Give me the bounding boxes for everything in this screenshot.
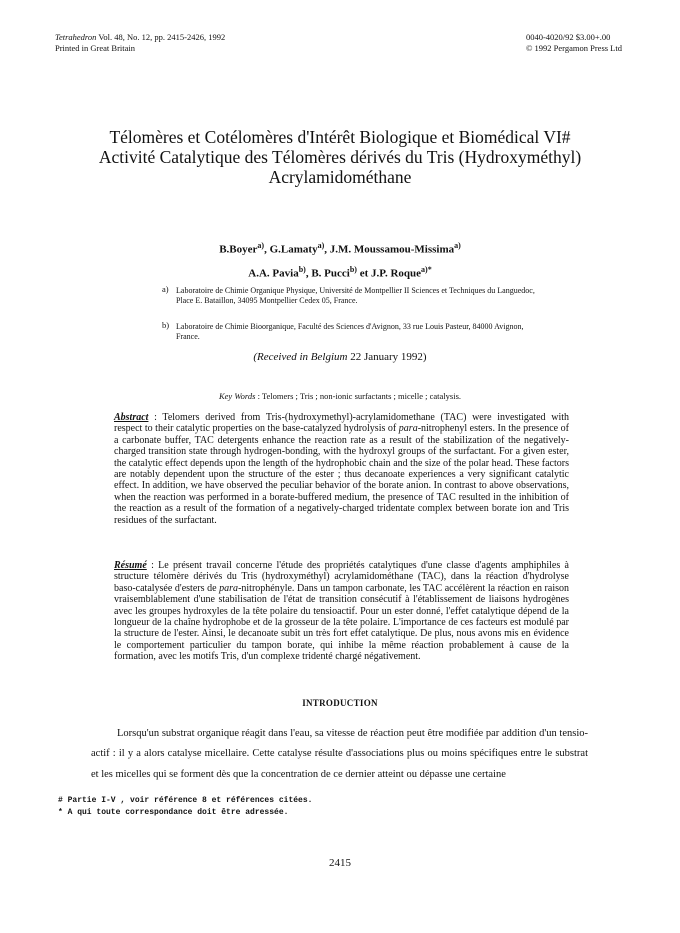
citation-text: Vol. 48, No. 12, pp. 2415-2426, 1992: [98, 32, 226, 42]
journal-header-right: [526, 32, 622, 54]
section-heading-introduction: INTRODUCTION: [302, 698, 378, 708]
author-affiliation-mark: b): [349, 264, 357, 274]
author-name: B.Boyer: [219, 243, 258, 256]
abstract-italic: para: [398, 423, 418, 435]
author-name: J.P. Roque: [371, 267, 422, 280]
author-separator: ,: [324, 243, 330, 256]
printed-in: Printed in Great Britain: [55, 43, 136, 53]
affiliation-mark: a): [162, 284, 169, 294]
resume-label: Résumé: [114, 560, 147, 571]
author-line-1: [40, 236, 640, 260]
author-affiliation-mark: a)*: [421, 264, 432, 274]
received-date-value: 22 January 1992): [350, 351, 427, 363]
author-name: J.M. Moussamou-Missima: [329, 243, 455, 256]
affiliation-mark: b): [162, 320, 170, 330]
author-affiliation-mark: b): [298, 264, 306, 274]
author-separator: ,: [264, 243, 270, 256]
author-line-2: [40, 260, 640, 284]
author-name: G.Lamaty: [269, 243, 318, 256]
resume: [114, 560, 569, 663]
resume-text: -nitrophényle. Dans un tampon carbonate, les TAC accélèrent la réaction en raison vraisemblablement d'une stabilisation de l'état de transition consécutif à l'établissement de liaisons hydrogènes avec les groupes hydroxyles de la tête polaire du tensioactif. Pour un ester donné, l'effet catalytique dépend de la longueur de la chaîne hydrophobe et de la grosseur de la tête polaire. L'importance de ces facteurs est modulé par la structure de l'ester. Ainsi, le decanoate subit un très fort effet catalytique. De plus, nous avons mis en évidence le comportement particulier du tampon borate, qui inhibe la même réaction probablement à cause de la formation, avec les motifs Tris, d'un complexe tridenté chargé négativement.: [114, 582, 569, 663]
keywords-text: : Telomers ; Tris ; non-ionic surfactants ; micelle ; catalysis.: [257, 391, 462, 401]
title-line-3: Acrylamidométhane: [268, 167, 412, 187]
article-code: 0040-4020/92 $3.00+.00: [525, 32, 611, 42]
introduction-text: Lorsqu'un substrat organique réagit dans l'eau, sa vitesse de réaction peut être modifiée par addition d'un tensio-actif : il y a alors catalyse micellaire. Cette catalyse résulte d'associations plus ou moins spécifiques entre le substrat et les micelles qui se forment dès que la concentration de ce dernier atteint ou dépasse une certaine: [91, 728, 588, 780]
author-name: B. Pucci: [311, 267, 350, 280]
author-affiliation-mark: a): [317, 241, 325, 250]
resume-italic: para: [219, 582, 239, 594]
journal-name: Tetrahedron: [55, 32, 97, 42]
page-number: 2415: [329, 857, 351, 869]
journal-header-left: [55, 32, 225, 54]
author-affiliation-mark: a): [454, 241, 461, 250]
footnote-2: * A qui toute correspondance doit être adressée.: [58, 808, 289, 817]
affiliation-a: [162, 284, 546, 306]
author-conjunction: et: [356, 267, 371, 280]
keywords: [40, 391, 640, 401]
affiliation-text: Laboratoire de Chimie Bioorganique, Faculté des Sciences d'Avignon, 33 rue Louis Pasteur, 84000 Avignon, France.: [176, 322, 524, 341]
received-prefix: (Received in Belgium: [253, 351, 348, 363]
author-name: A.A. Pavia: [248, 267, 299, 280]
keywords-label: Key Words: [218, 391, 256, 401]
copyright: © 1992 Pergamon Press Ltd: [525, 43, 622, 53]
footnotes: [58, 795, 312, 819]
abstract-label: Abstract: [114, 412, 149, 423]
abstract-text: : Telomers derived from Tris-(hydroxymethyl)-acrylamidomethane (TAC) were investigated with respect to their catalytic properties on the base-catalyzed hydrolysis of: [114, 412, 569, 435]
journal-citation: [55, 32, 225, 43]
footnote-1: # Partie I-V , voir référence 8 et références citées.: [58, 796, 313, 805]
author-separator: ,: [305, 267, 312, 280]
introduction-paragraph: [91, 724, 588, 785]
abstract-text: -nitrophenyl esters. In the presence of a carbonate buffer, TAC detergents enhance the reaction rate as a result of the stabilization of the negatively-charged transition state through hydrogen-bonding, with the hydroxyl groups of the surfactant. For a given ester, the catalytic effect depends upon the length of the hydrophobic chain and the size of the polar head. These factors are notably dependent upon the structure of the ester ; thus decanoate experiences a very significant catalytic effect. In addition, we have observed the peculiar behavior of the borate anion. In contrast to above observations, when the reaction was performed in a borate-buffered medium, the presence of TAC resulted in the inhibition of the reaction as a result of the formation of a negatively-charged tridentate complex between borate ion and Tris residues of the surfactant.: [114, 423, 569, 526]
title-line-2: Activité Catalytique des Télomères dérivés du Tris (Hydroxyméthyl): [98, 147, 582, 167]
article-title: [40, 127, 640, 187]
resume-text: : Le présent travail concerne l'étude des propriétés catalytiques d'une classe d'agents amphiphiles à structure télomère dérivés du Tris (hydroxyméthyl) acrylamidométhane (TAC), dans la réaction d'hydrolyse baso-catalysée d'esters de: [114, 560, 569, 594]
author-affiliation-mark: a): [257, 241, 265, 250]
abstract: [114, 412, 569, 526]
title-line-1: Télomères et Cotélomères d'Intérêt Biologique et Biomédical VI#: [109, 127, 571, 147]
author-list: [40, 236, 640, 283]
affiliation-text: Laboratoire de Chimie Organique Physique, Université de Montpellier II Sciences et Techniques du Languedoc, Place E. Bataillon, 34095 Montpellier Cedex 05, France.: [176, 286, 535, 305]
affiliation-b: [162, 320, 546, 342]
received-date: [40, 351, 640, 363]
